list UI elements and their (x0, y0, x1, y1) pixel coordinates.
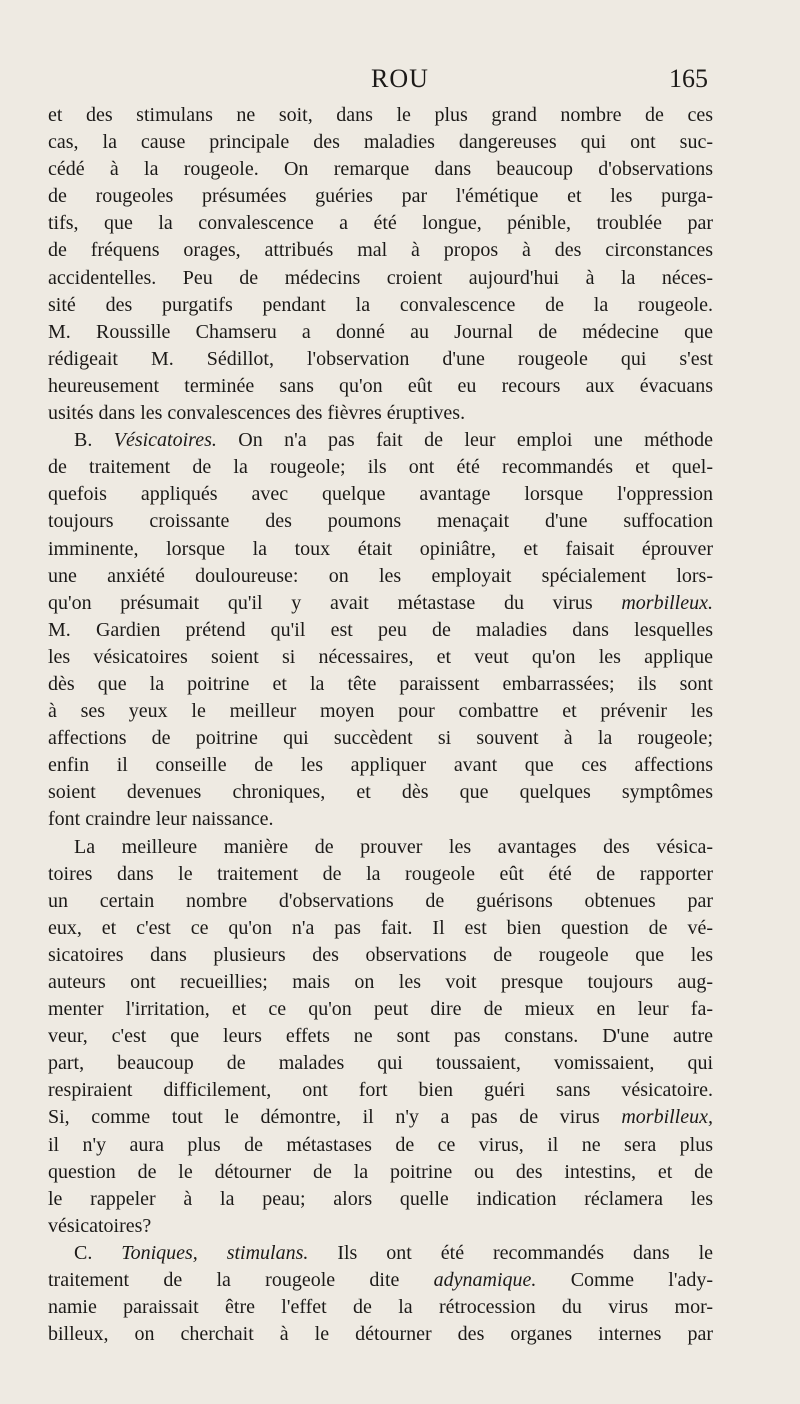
text-fragment: Si, comme tout le démontre, il n'y a pas de virus (48, 1106, 600, 1129)
text-fragment: traitement de la rougeole dite (48, 1269, 400, 1292)
section-letter: B. (74, 429, 93, 452)
text-line: dès que la poitrine et la tête paraissent embarrassées; ils sont (48, 672, 713, 695)
paragraph (48, 102, 713, 427)
text-line: menter l'irritation, et ce qu'on peut dire de mieux en leur fa- (48, 998, 713, 1021)
italic-term: morbilleux. (621, 591, 713, 614)
section-heading: Toniques, stimulans. (121, 1241, 309, 1264)
text-line: imminente, lorsque la toux était opiniâtre, et faisait éprouver (48, 537, 713, 560)
text-line: La meilleure manière de prouver les avantages des vésica- (74, 835, 713, 858)
text-line: de rougeoles présumées guéries par l'émétique et les purga- (48, 185, 713, 208)
text-line: respiraient difficilement, ont fort bien guéri sans vésicatoire. (48, 1079, 713, 1102)
text-line: billeux, on cherchait à le détourner des organes internes par (48, 1323, 713, 1346)
paragraph (48, 427, 713, 833)
text-line: affections de poitrine qui succèdent si souvent à la rougeole; (48, 727, 713, 750)
italic-term: adynamique. (433, 1269, 537, 1292)
text-line: le rappeler à la peau; alors quelle indication réclamera les (48, 1187, 713, 1210)
text-line: de traitement de la rougeole; ils ont été recommandés et quel- (48, 456, 713, 479)
text-line: un certain nombre d'observations de guérisons obtenues par (48, 889, 713, 912)
text-line: sité des purgatifs pendant la convalescence de la rougeole. (48, 293, 713, 316)
text-line: font craindre leur naissance. (48, 808, 274, 831)
text-line: M. Gardien prétend qu'il est peu de maladies dans lesquelles (48, 618, 713, 641)
text-line: question de le détourner de la poitrine ou des intestins, et de (48, 1160, 713, 1183)
text-line: namie paraissait être l'effet de la rétrocession du virus mor- (48, 1296, 713, 1319)
text-line: rédigeait M. Sédillot, l'observation d'une rougeole qui s'est (48, 347, 713, 370)
text-line: cas, la cause principale des maladies dangereuses qui ont suc- (48, 131, 713, 154)
text-line: usités dans les convalescences des fièvres éruptives. (48, 402, 466, 425)
page-header (0, 64, 800, 104)
text-line: part, beaucoup de malades qui toussaient, vomissaient, qui (48, 1052, 713, 1075)
text-line: tifs, que la convalescence a été longue, pénible, troublée par (48, 212, 713, 235)
text-line (48, 1267, 713, 1294)
text-line: eux, et c'est ce qu'on n'a pas fait. Il est bien question de vé- (48, 916, 713, 939)
text-line: sicatoires dans plusieurs des observations de rougeole que les (48, 943, 713, 966)
running-head: ROU (371, 64, 429, 93)
text-line: il n'y aura plus de métastases de ce virus, il ne sera plus (48, 1133, 713, 1156)
text-line: cédé à la rougeole. On remarque dans beaucoup d'observations (48, 158, 713, 181)
section-heading: Vésicatoires. (113, 429, 217, 452)
text-line: à ses yeux le meilleur moyen pour combattre et prévenir les (48, 700, 713, 723)
page-number: 165 (669, 64, 708, 93)
paragraph (48, 834, 713, 1240)
text-line (48, 590, 713, 617)
text-line: accidentelles. Peu de médecins croient aujourd'hui à la néces- (48, 266, 713, 289)
text-line: les vésicatoires soient si nécessaires, et veut qu'on les applique (48, 645, 713, 668)
text-line (48, 1104, 713, 1131)
text-line: une anxiété douloureuse: on les employait spécialement lors- (48, 564, 713, 587)
text-line: toujours croissante des poumons menaçait d'une suffocation (48, 510, 713, 533)
paragraph (48, 1240, 713, 1348)
italic-term: morbilleux, (621, 1106, 713, 1129)
text-line: soient devenues chroniques, et dès que quelques symptômes (48, 781, 713, 804)
section-letter: C. (74, 1241, 93, 1264)
text-line: de fréquens orages, attribués mal à propos à des circonstances (48, 239, 713, 262)
text-line (48, 1240, 713, 1267)
text-fragment: Comme l'ady- (570, 1269, 713, 1292)
text-fragment: Ils ont été recommandés dans le (337, 1241, 714, 1264)
text-line: veur, c'est que leurs effets ne sont pas constans. D'une autre (48, 1025, 713, 1048)
text-line: auteurs ont recueillies; mais on les voit presque toujours aug- (48, 971, 713, 993)
page-body (48, 102, 713, 1348)
text-fragment: qu'on présumait qu'il y avait métastase du virus (48, 591, 593, 614)
text-line: toires dans le traitement de la rougeole eût été de rapporter (48, 862, 713, 885)
text-line: vésicatoires? (48, 1214, 152, 1237)
text-line: enfin il conseille de les appliquer avant que ces affections (48, 754, 713, 777)
text-line: M. Roussille Chamseru a donné au Journal de médecine que (48, 320, 713, 343)
text-line: quefois appliqués avec quelque avantage lorsque l'oppression (48, 483, 713, 506)
text-fragment: On n'a pas fait de leur emploi une méthode (238, 429, 714, 452)
text-line: et des stimulans ne soit, dans le plus grand nombre de ces (48, 104, 713, 126)
text-line: heureusement terminée sans qu'on eût eu recours aux évacuans (48, 374, 713, 397)
text-line (48, 427, 713, 454)
